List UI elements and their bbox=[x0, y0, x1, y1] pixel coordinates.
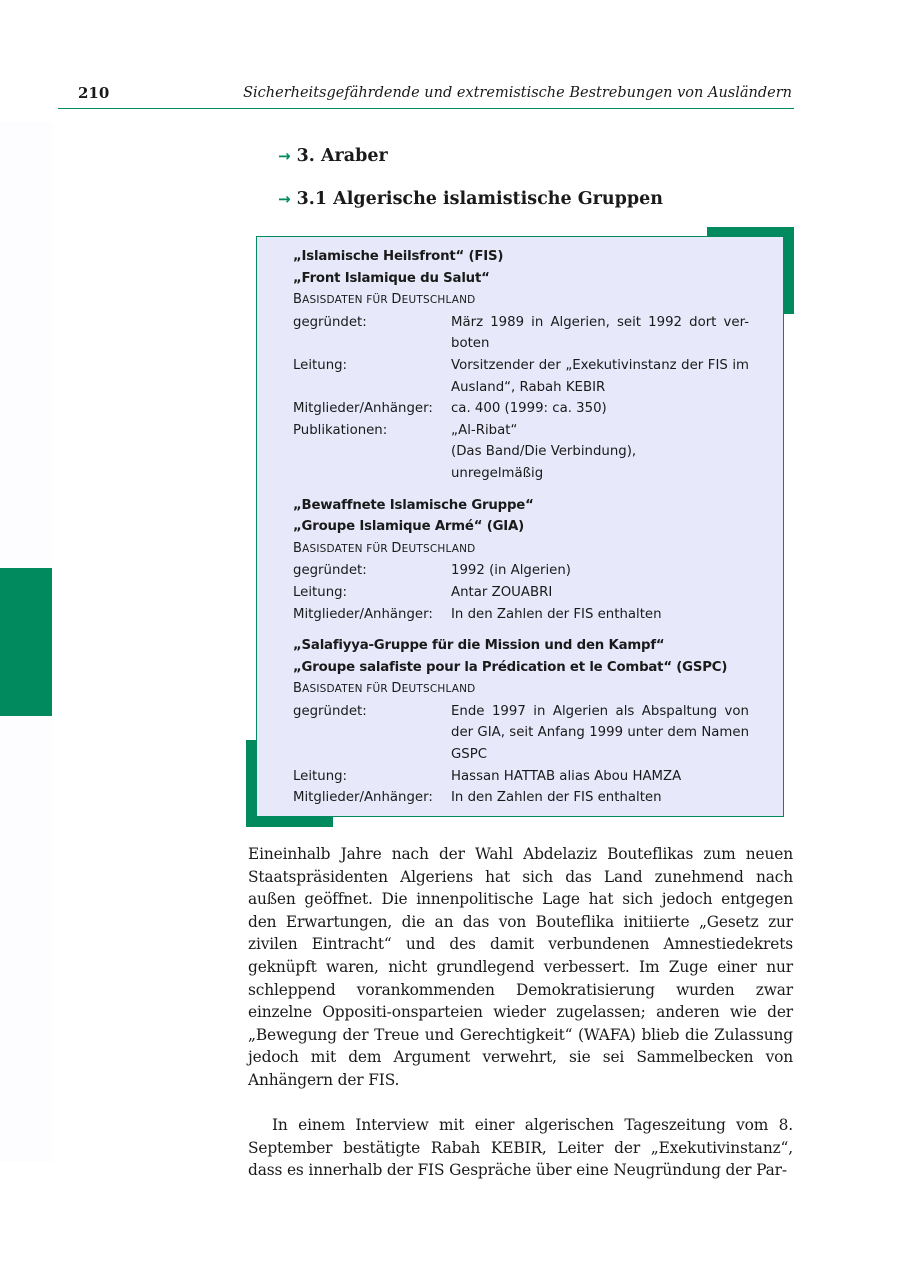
info-row bbox=[293, 463, 749, 485]
info-row bbox=[293, 582, 749, 604]
info-row bbox=[293, 701, 749, 766]
info-row-value: Hassan HATTAB alias Abou HAMZA bbox=[451, 768, 682, 784]
info-row-value: März 1989 in Algerien, seit 1992 dort ver-boten bbox=[451, 314, 749, 352]
subsection-heading bbox=[278, 189, 663, 209]
info-row bbox=[293, 787, 749, 809]
info-row-key: Leitung: bbox=[293, 357, 348, 373]
basis-caption bbox=[293, 289, 749, 312]
basis-caption-smallcaps: ASISDATEN FÜR bbox=[302, 542, 392, 555]
info-row bbox=[293, 441, 749, 463]
section-heading bbox=[278, 146, 388, 166]
basis-caption-initial: B bbox=[293, 292, 303, 308]
running-header bbox=[58, 82, 794, 109]
info-row bbox=[293, 604, 749, 626]
info-row-value: (Das Band/Die Verbindung), bbox=[451, 444, 637, 460]
body-paragraph: Eineinhalb Jahre nach der Wahl Abdelaziz Bouteflikas zum neuen Staatspräsidenten Algeriens hat sich das Land zunehmend nach außen geöffnet. Die innenpolitische Lage hat sich jedoch entgegen den Erwartungen, die an das von Bouteflika initiierte „Gesetz zur zivilen Eintracht“ und des damit verbundenen Amnestiedekrets geknüpft waren, nicht grundlegend verbessert. Im Zuge einer nur schleppend vorankommenden Demokratisierung wurden zwar einzelne Oppositi-onsparteien wieder zugelassen; anderen wie der „Bewegung der Treue und Gerechtigkeit“ (WAFA) blieb die Zulassung jedoch mit dem Argument verwehrt, sie sei Sammelbecken von Anhängern der FIS. bbox=[248, 845, 793, 1089]
basis-caption-smallcaps: EUTSCHLAND bbox=[401, 683, 476, 696]
basis-caption bbox=[293, 538, 749, 561]
org-title: „Bewaffnete Islamische Gruppe“ bbox=[293, 497, 534, 513]
basis-caption-initial: B bbox=[293, 540, 303, 556]
organization-infobox bbox=[256, 236, 784, 817]
basis-caption-smallcaps: EUTSCHLAND bbox=[401, 542, 476, 555]
org-title: „Islamische Heilsfront“ (FIS) bbox=[293, 249, 504, 264]
basis-caption-initial: D bbox=[391, 292, 402, 308]
group-spacer bbox=[293, 485, 749, 495]
group-spacer bbox=[293, 625, 749, 635]
section-heading-text: 3. Araber bbox=[296, 146, 388, 166]
info-row-key: gegründet: bbox=[293, 563, 367, 579]
info-row-key bbox=[293, 463, 451, 485]
chapter-side-tab bbox=[0, 568, 52, 716]
arrow-right-icon: → bbox=[278, 190, 291, 208]
info-row-key bbox=[293, 441, 451, 463]
org-title-french: „Groupe Islamique Armé“ (GIA) bbox=[293, 519, 525, 535]
info-row-value: Antar ZOUABRI bbox=[451, 584, 553, 600]
info-row bbox=[293, 420, 749, 442]
org-title-french: „Front Islamique du Salut“ bbox=[293, 270, 490, 286]
info-row-value: Vorsitzender der „Exekutivinstanz der FIS im Ausland“, Rabah KEBIR bbox=[451, 357, 749, 395]
info-row-key: Mitglieder/Anhänger: bbox=[293, 606, 433, 622]
info-row-key: gegründet: bbox=[293, 314, 367, 330]
info-row bbox=[293, 560, 749, 582]
margin-shade bbox=[0, 272, 52, 568]
basis-caption-smallcaps: ASISDATEN FÜR bbox=[302, 294, 392, 307]
info-row-value: In den Zahlen der FIS enthalten bbox=[451, 606, 662, 622]
body-paragraph: In einem Interview mit einer algerischen Tageszeitung vom 8. September bestätigte Rabah KEBIR, Leiter der „Exekutivinstanz“, dass es innerhalb der FIS Gespräche über eine Neugründung der Par- bbox=[248, 1116, 793, 1180]
page-number: 210 bbox=[78, 84, 110, 102]
info-row-value: unregelmäßig bbox=[451, 465, 544, 481]
running-title: Sicherheitsgefährdende und extremistische Bestrebungen von Ausländern bbox=[243, 85, 792, 101]
org-title-french: „Groupe salafiste pour la Prédication et le Combat“ (GSPC) bbox=[293, 659, 728, 675]
info-row-key: Leitung: bbox=[293, 768, 348, 784]
info-row bbox=[293, 355, 749, 398]
basis-caption-smallcaps: EUTSCHLAND bbox=[401, 294, 476, 307]
info-row-value: In den Zahlen der FIS enthalten bbox=[451, 790, 662, 806]
info-row-key: Publikationen: bbox=[293, 422, 388, 438]
info-row-value: 1992 (in Algerien) bbox=[451, 563, 571, 579]
info-row bbox=[293, 312, 749, 355]
info-row-value: Ende 1997 in Algerien als Abspaltung von der GIA, seit Anfang 1999 unter dem Namen GSPC bbox=[451, 703, 749, 763]
info-row-key: Leitung: bbox=[293, 584, 348, 600]
org-title: „Salafiyya-Gruppe für die Mission und den Kampf“ bbox=[293, 638, 665, 654]
subsection-heading-text: 3.1 Algerische islamistische Gruppen bbox=[296, 189, 663, 209]
info-row-value: ca. 400 (1999: ca. 350) bbox=[451, 401, 607, 417]
info-row-key: Mitglieder/Anhänger: bbox=[293, 790, 433, 806]
info-row bbox=[293, 398, 749, 420]
arrow-right-icon: → bbox=[278, 147, 291, 165]
basis-caption bbox=[293, 678, 749, 701]
info-row-key: gegründet: bbox=[293, 703, 367, 719]
info-row-key: Mitglieder/Anhänger: bbox=[293, 401, 433, 417]
infobox-content bbox=[293, 246, 749, 809]
margin-shade bbox=[0, 716, 52, 1162]
basis-caption-initial: D bbox=[391, 540, 402, 556]
info-row-value: „Al-Ribat“ bbox=[451, 422, 518, 438]
info-row bbox=[293, 766, 749, 788]
basis-caption-smallcaps: ASISDATEN FÜR bbox=[302, 683, 392, 696]
basis-caption-initial: B bbox=[293, 681, 303, 697]
margin-shade bbox=[0, 122, 52, 272]
basis-caption-initial: D bbox=[391, 681, 402, 697]
